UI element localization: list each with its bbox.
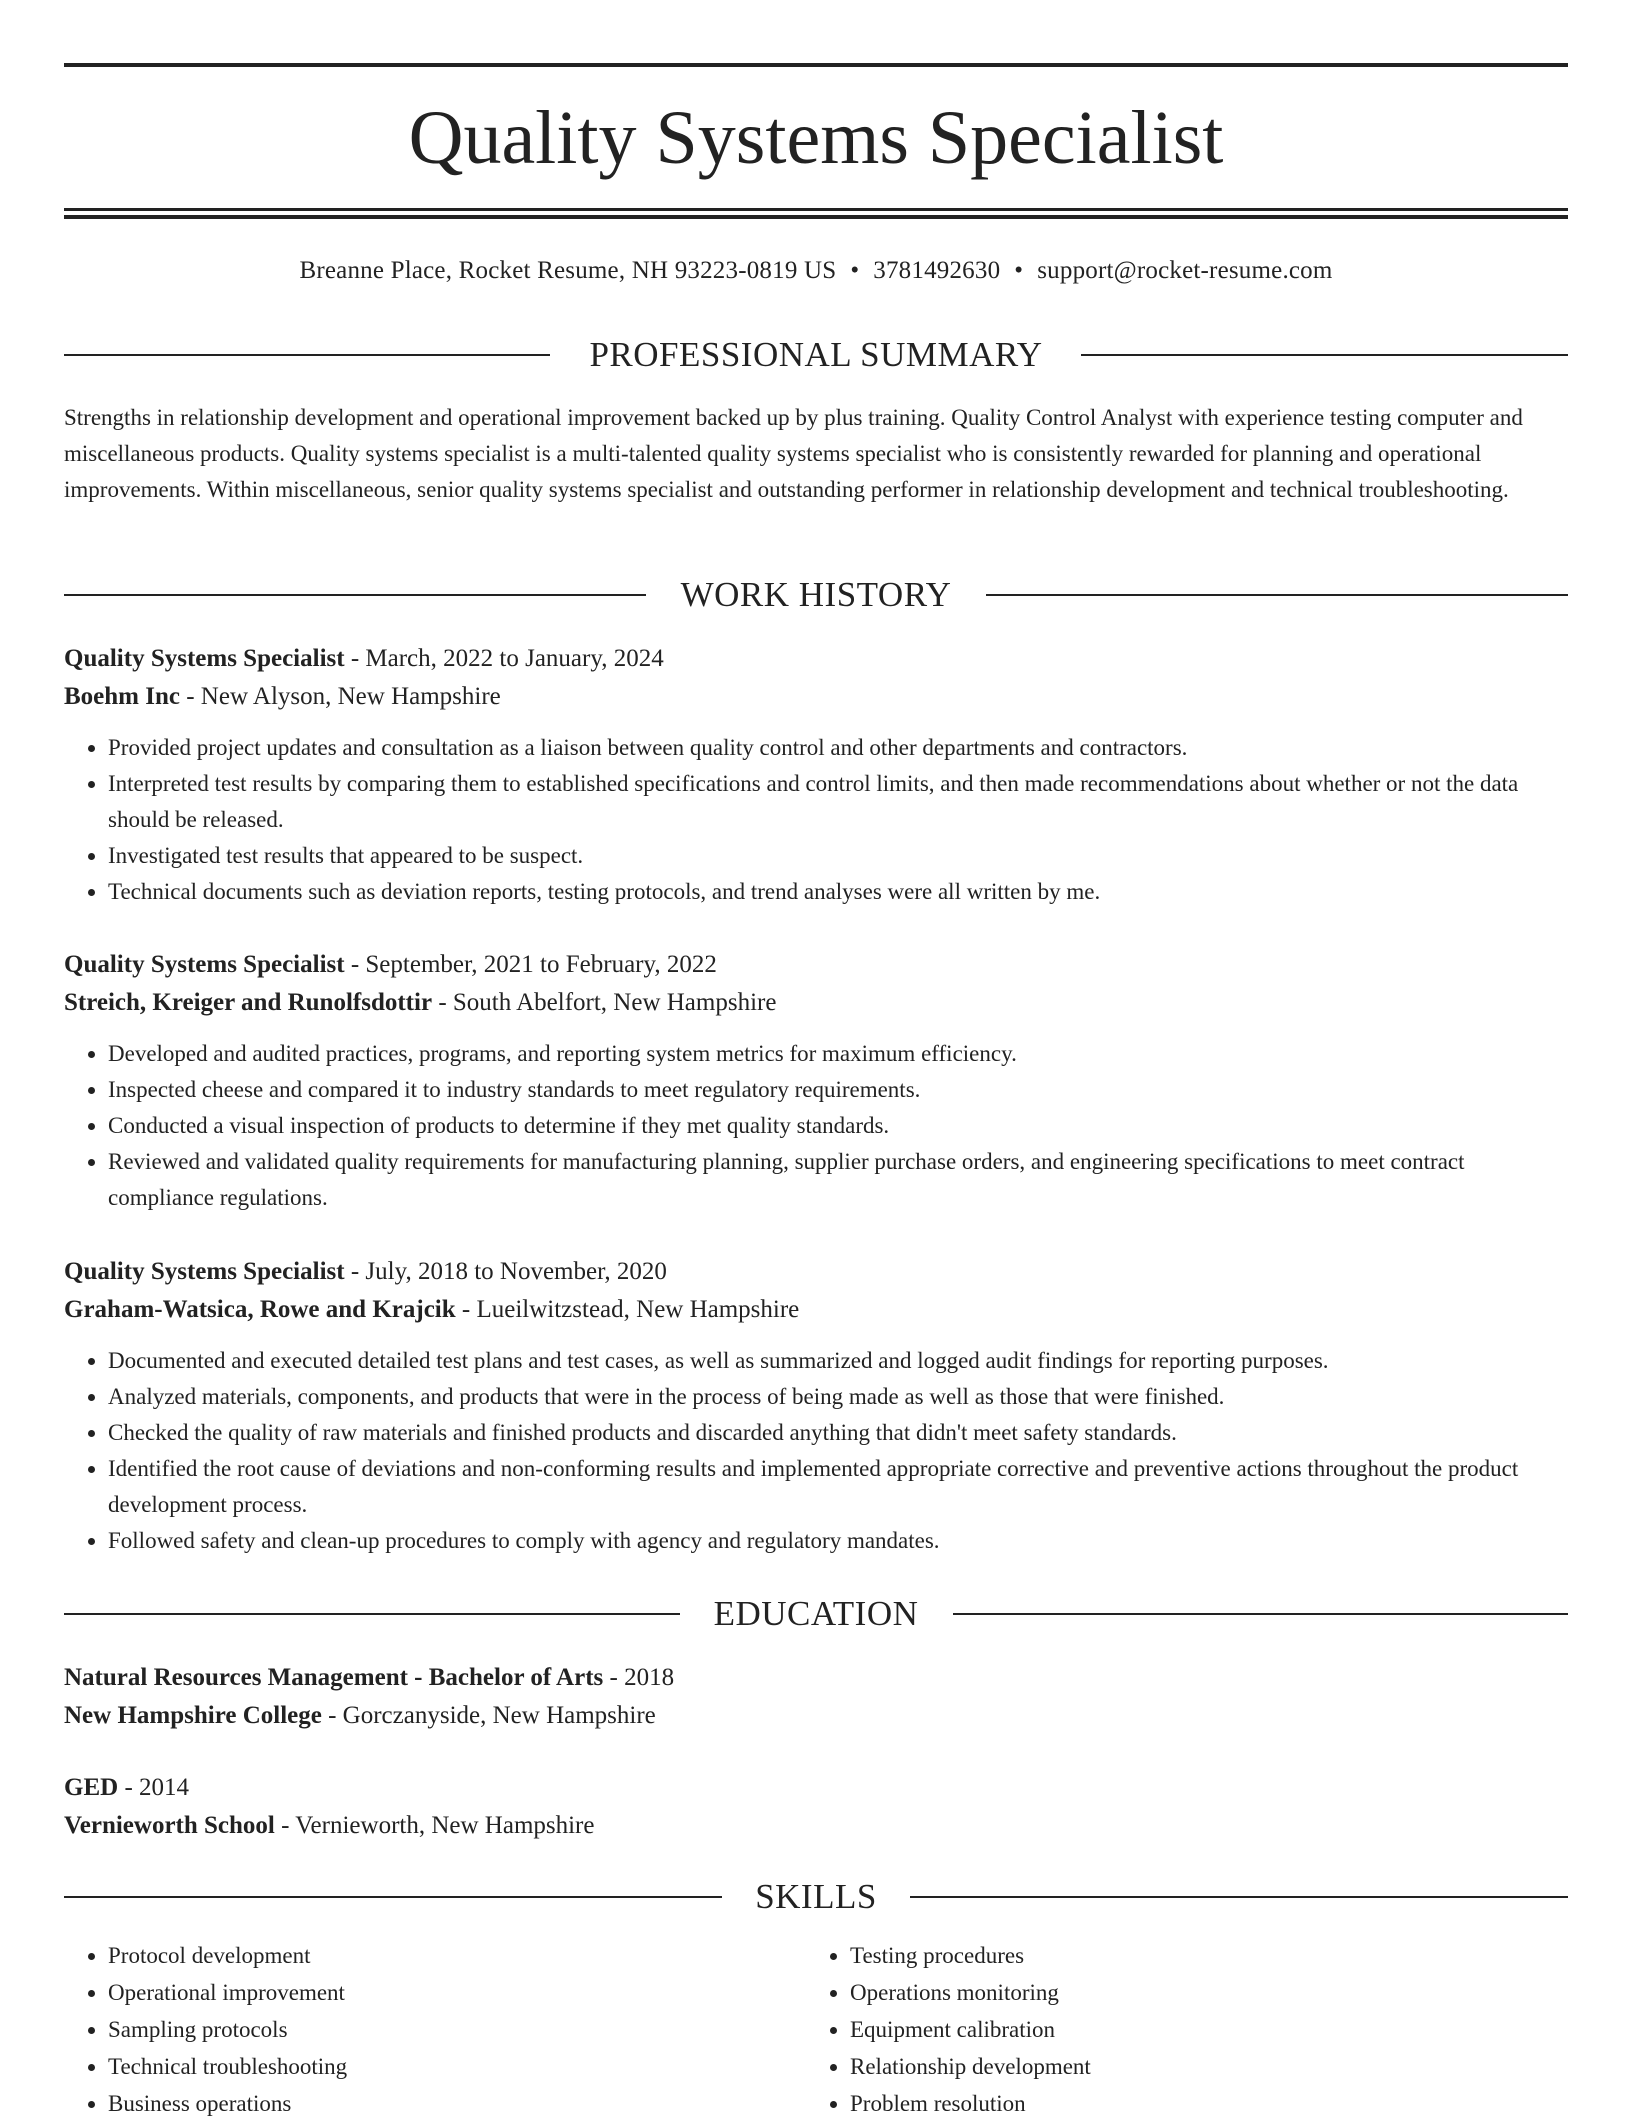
summary-paragraph: Strengths in relationship development and operational improvement backed up by plus training. Quality Control Analyst with experience testing computer and miscellaneous products. Quality systems specialist is a multi-talented quality systems specialist who is consistently rewarded for planning and operational improvements. Within miscellaneous, senior quality systems specialist and outstanding performer in relationship development and technical troubleshooting. bbox=[64, 405, 1523, 502]
education-school: New Hampshire College bbox=[64, 1702, 322, 1729]
section-heading-education bbox=[64, 1592, 1568, 1636]
header-top-rule bbox=[64, 63, 1568, 67]
job-bullets bbox=[64, 1343, 1568, 1559]
job-location: - Lueilwitzstead, New Hampshire bbox=[455, 1296, 800, 1323]
education-degree-line bbox=[64, 1769, 1568, 1807]
education-year: - 2014 bbox=[118, 1774, 190, 1801]
education-year: - 2018 bbox=[603, 1664, 675, 1691]
job-dates: - March, 2022 to January, 2024 bbox=[344, 645, 664, 672]
contact-separator: • bbox=[850, 257, 860, 284]
job-dates: - July, 2018 to November, 2020 bbox=[344, 1258, 667, 1285]
job-bullet: • Reviewed and validated quality requirements for manufacturing planning, supplier purchase orders, and engineering specifications to meet contract compliance regulations. bbox=[108, 1144, 1568, 1216]
education-school: Vernieworth School bbox=[64, 1812, 275, 1839]
job-location: - New Alyson, New Hampshire bbox=[179, 683, 501, 710]
heading-rule-right bbox=[953, 1613, 1568, 1615]
job-bullet: • Developed and audited practices, programs, and reporting system metrics for maximum efficiency. bbox=[108, 1036, 1568, 1072]
job-company-line bbox=[64, 984, 1568, 1022]
education-degree: Natural Resources Management - Bachelor of Arts bbox=[64, 1664, 604, 1691]
skill-item: • Equipment calibration bbox=[850, 2011, 1510, 2048]
education-school-line bbox=[64, 1697, 1568, 1735]
section-heading-label: SKILLS bbox=[755, 1877, 877, 1916]
education-entry bbox=[64, 1659, 1568, 1735]
job-entry bbox=[64, 1253, 1568, 1559]
job-entry bbox=[64, 946, 1568, 1216]
job-company: Boehm Inc bbox=[64, 683, 180, 710]
job-bullet: • Analyzed materials, components, and products that were in the process of being made as well as those that were finished. bbox=[108, 1379, 1568, 1415]
section-heading-label: PROFESSIONAL SUMMARY bbox=[589, 335, 1043, 374]
skill-item: • Technical troubleshooting bbox=[108, 2048, 768, 2085]
education-location: - Vernieworth, New Hampshire bbox=[274, 1812, 595, 1839]
job-bullet: • Interpreted test results by comparing them to established specifications and control limits, and then made recommendations about whether or not the data should be released. bbox=[108, 766, 1568, 838]
job-entry bbox=[64, 640, 1568, 910]
skill-item: • Testing procedures bbox=[850, 1937, 1510, 1974]
heading-rule-right bbox=[986, 594, 1568, 596]
job-bullet: • Investigated test results that appeared to be suspect. bbox=[108, 838, 1568, 874]
job-bullet: • Technical documents such as deviation reports, testing protocols, and trend analyses were all written by me. bbox=[108, 874, 1568, 910]
contact-separator: • bbox=[1014, 257, 1024, 284]
education-school-line bbox=[64, 1807, 1568, 1845]
heading-rule-right bbox=[1081, 354, 1568, 356]
header-double-rule-upper bbox=[64, 208, 1568, 211]
skill-item: • Protocol development bbox=[108, 1937, 768, 1974]
contact-address: Breanne Place, Rocket Resume, NH 93223-0819 US bbox=[299, 257, 837, 284]
contact-phone: 3781492630 bbox=[873, 257, 1001, 284]
skills-list-left bbox=[64, 1937, 768, 2122]
job-company: Streich, Kreiger and Runolfsdottir bbox=[64, 989, 433, 1016]
job-bullet: • Inspected cheese and compared it to industry standards to meet regulatory requirements. bbox=[108, 1072, 1568, 1108]
job-title: Quality Systems Specialist bbox=[64, 645, 345, 672]
job-title-line bbox=[64, 946, 1568, 984]
section-heading-summary bbox=[64, 333, 1568, 377]
job-bullet: • Provided project updates and consultation as a liaison between quality control and other departments and contractors. bbox=[108, 730, 1568, 766]
section-heading-label: EDUCATION bbox=[713, 1594, 919, 1633]
education-location: - Gorczanyside, New Hampshire bbox=[321, 1702, 656, 1729]
job-bullet: • Checked the quality of raw materials and finished products and discarded anything that didn't meet safety standards. bbox=[108, 1415, 1568, 1451]
skill-item: • Business operations bbox=[108, 2085, 768, 2122]
contact-line bbox=[64, 253, 1568, 289]
job-company: Graham-Watsica, Rowe and Krajcik bbox=[64, 1296, 456, 1323]
section-heading-work-history bbox=[64, 573, 1568, 617]
job-location: - South Abelfort, New Hampshire bbox=[432, 989, 777, 1016]
job-bullet: • Identified the root cause of deviations and non-conforming results and implemented appropriate corrective and preventive actions throughout the product development process. bbox=[108, 1451, 1568, 1523]
job-bullet: • Conducted a visual inspection of products to determine if they met quality standards. bbox=[108, 1108, 1568, 1144]
skill-item: • Sampling protocols bbox=[108, 2011, 768, 2048]
skill-item: • Operations monitoring bbox=[850, 1974, 1510, 2011]
section-heading-label: WORK HISTORY bbox=[680, 575, 952, 614]
job-dates: - September, 2021 to February, 2022 bbox=[344, 951, 717, 978]
resume-title: Quality Systems Specialist bbox=[408, 96, 1224, 180]
skill-item: • Problem resolution bbox=[850, 2085, 1510, 2122]
job-title: Quality Systems Specialist bbox=[64, 1258, 345, 1285]
job-bullet: • Documented and executed detailed test plans and test cases, as well as summarized and logged audit findings for reporting purposes. bbox=[108, 1343, 1568, 1379]
job-company-line bbox=[64, 678, 1568, 716]
job-company-line bbox=[64, 1291, 1568, 1329]
job-title-line bbox=[64, 1253, 1568, 1291]
header-double-rule-lower bbox=[64, 215, 1568, 219]
heading-rule-right bbox=[910, 1896, 1568, 1898]
job-bullets bbox=[64, 730, 1568, 910]
skills-list-right bbox=[806, 1937, 1510, 2122]
job-bullets bbox=[64, 1036, 1568, 1216]
skill-item: • Relationship development bbox=[850, 2048, 1510, 2085]
skill-item: • Operational improvement bbox=[108, 1974, 768, 2011]
job-title: Quality Systems Specialist bbox=[64, 951, 345, 978]
contact-email: support@rocket-resume.com bbox=[1037, 257, 1333, 284]
education-degree: GED bbox=[64, 1774, 119, 1801]
job-bullet: • Followed safety and clean-up procedures to comply with agency and regulatory mandates. bbox=[108, 1523, 1568, 1559]
education-entry bbox=[64, 1769, 1568, 1845]
section-heading-skills bbox=[64, 1875, 1568, 1919]
job-title-line bbox=[64, 640, 1568, 678]
education-degree-line bbox=[64, 1659, 1568, 1697]
